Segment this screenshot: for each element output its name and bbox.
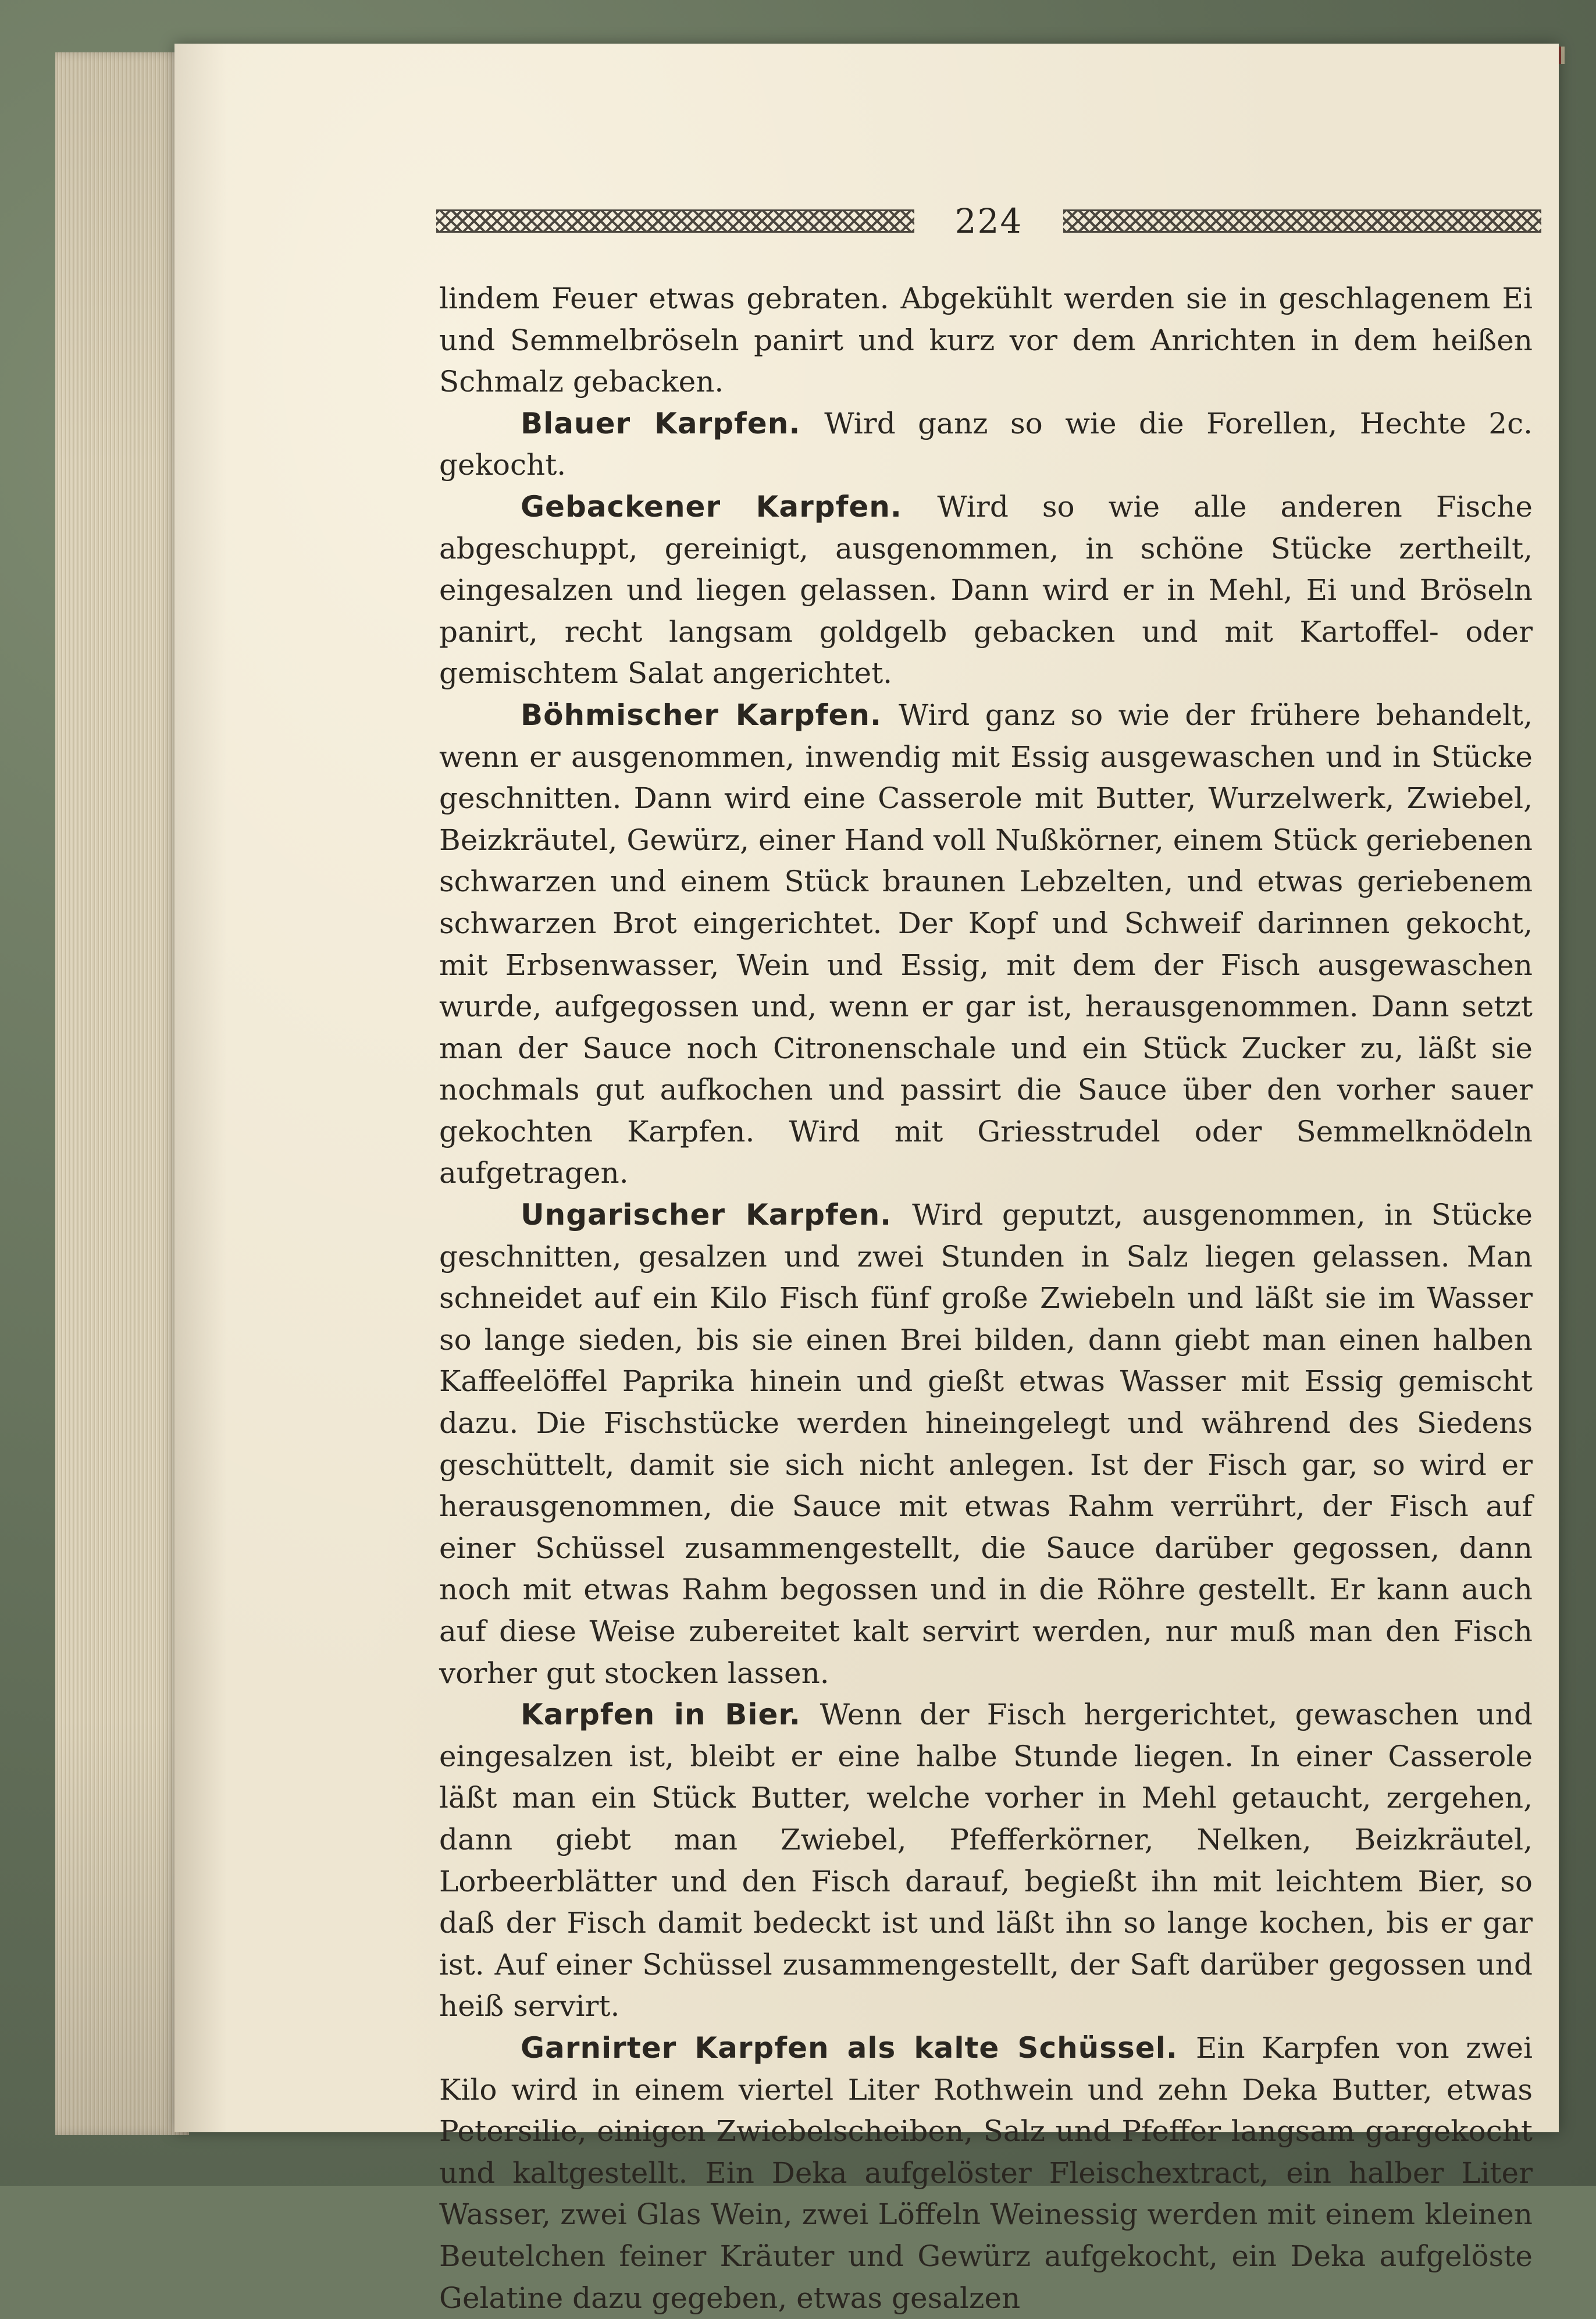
page-body [439,278,1533,2319]
header-ornament-left [436,209,914,233]
recipe-text: Wird ganz so wie der frühere behandelt, wenn er ausgenommen, inwendig mit Essig ausgewaschen und in Stücke geschnitten. Dann wird eine Casserole mit Butter, Wurzelwerk, Zwiebel, Beizkräutel, Gewürz, einer Hand voll Nußkörner, einem Stück geriebenen schwarzen und einem Stück braunen Lebzelten, und etwas geriebenem schwarzen Brot eingerichtet. Der Kopf und Schweif darinnen gekocht, mit Erbsenwasser, Wein und Essig, mit dem der Fisch ausgewaschen wurde, aufgegossen und, wenn er gar ist, herausgenommen. Dann setzt man der Sauce noch Citronenschale und ein Stück Zucker zu, läßt sie nochmals gut aufkochen und passirt die Sauce über den vorher sauer gekochten Karpfen. Wird mit Griesstrudel oder Semmelknödeln aufgetragen. [439,698,1533,1190]
recipe-text: Ein Karpfen von zwei Kilo wird in einem viertel Liter Rothwein und zehn Deka Butter, etwas Petersilie, einigen Zwiebelscheiben, Salz und Pfeffer langsam gargekocht und kaltgestellt. Ein Deka aufgelöster Fleischextract, ein halber Liter Wasser, zwei Glas Wein, zwei Löffeln Weinessig werden mit einem kleinen Beutelchen feiner Kräuter und Gewürz aufgekocht, ein Deka aufgelöste Gelatine dazu gegeben, etwas gesalzen [439,2030,1533,2315]
recipe-karpfen-in-bier [439,1694,1533,2028]
recipe-text: Wird ganz so wie die Forellen, Hechte 2c. gekocht. [439,406,1533,482]
paragraph-text: lindem Feuer etwas gebraten. Abgekühlt werden sie in geschlagenem Ei und Semmelbröseln panirt und kurz vor dem Anrichten in dem heißen Schmalz gebacken. [439,282,1533,399]
paragraph-continuation [439,278,1533,403]
recipe-heading: Böhmischer Karpfen. [521,698,899,732]
page-header [436,198,1541,244]
recipe-blauer-karpfen [439,403,1533,486]
recipe-ungarischer-karpfen [439,1194,1533,1694]
page-number: 224 [954,201,1023,241]
recipe-heading: Ungarischer Karpfen. [521,1198,913,1232]
recipe-heading: Gebackener Karpfen. [521,489,938,524]
recipe-heading: Karpfen in Bier. [521,1698,820,1732]
recipe-heading: Blauer Karpfen. [521,406,825,440]
recipe-text: Wenn der Fisch hergerichtet, gewaschen und eingesalzen ist, bleibt er eine halbe Stunde liegen. In einer Casserole läßt man ein Stück Butter, welche vorher in Mehl getaucht, zergehen, dann giebt man Zwiebel, Pfefferkörner, Nelken, Beizkräutel, Lorbeerblätter und den Fisch darauf, begießt ihn mit leichtem Bier, so daß der Fisch damit bedeckt ist und läßt ihn so lange kochen, bis er gar ist. Auf einer Schüssel zusammengestellt, der Saft darüber gegossen und heiß servirt. [439,1698,1533,2023]
recipe-heading: Garnirter Karpfen als kalte Schüssel. [521,2030,1196,2065]
recipe-garnirter-karpfen [439,2028,1533,2319]
recipe-gebackener-karpfen [439,486,1533,695]
book-page-edges [55,52,189,2135]
recipe-text: Wird so wie alle anderen Fische abgeschuppt, gereinigt, ausgenommen, in schöne Stücke zertheilt, eingesalzen und liegen gelassen. Dann wird er in Mehl, Ei und Bröseln panirt, recht langsam goldgelb gebacken und mit Kartoffel- oder gemischtem Salat angerichtet. [439,489,1533,691]
recipe-text: Wird geputzt, ausgenommen, in Stücke geschnitten, gesalzen und zwei Stunden in Salz liegen gelassen. Man schneidet auf ein Kilo Fisch fünf große Zwiebeln und läßt sie im Wasser so lange sieden, bis sie einen Brei bilden, dann giebt man einen halben Kaffeelöffel Paprika hinein und gießt etwas Wasser mit Essig gemischt dazu. Die Fischstücke werden hineingelegt und während des Siedens geschüttelt, damit sie sich nicht anlegen. Ist der Fisch gar, so wird er herausgenommen, die Sauce mit etwas Rahm verrührt, der Fisch auf einer Schüssel zusammengestellt, die Sauce darüber gegossen, dann noch mit etwas Rahm begossen und in die Röhre gestellt. Er kann auch auf diese Weise zubereitet kalt servirt werden, nur muß man den Fisch vorher gut stocken lassen. [439,1198,1533,1690]
recipe-boehmischer-karpfen [439,695,1533,1194]
header-ornament-right [1063,209,1541,233]
